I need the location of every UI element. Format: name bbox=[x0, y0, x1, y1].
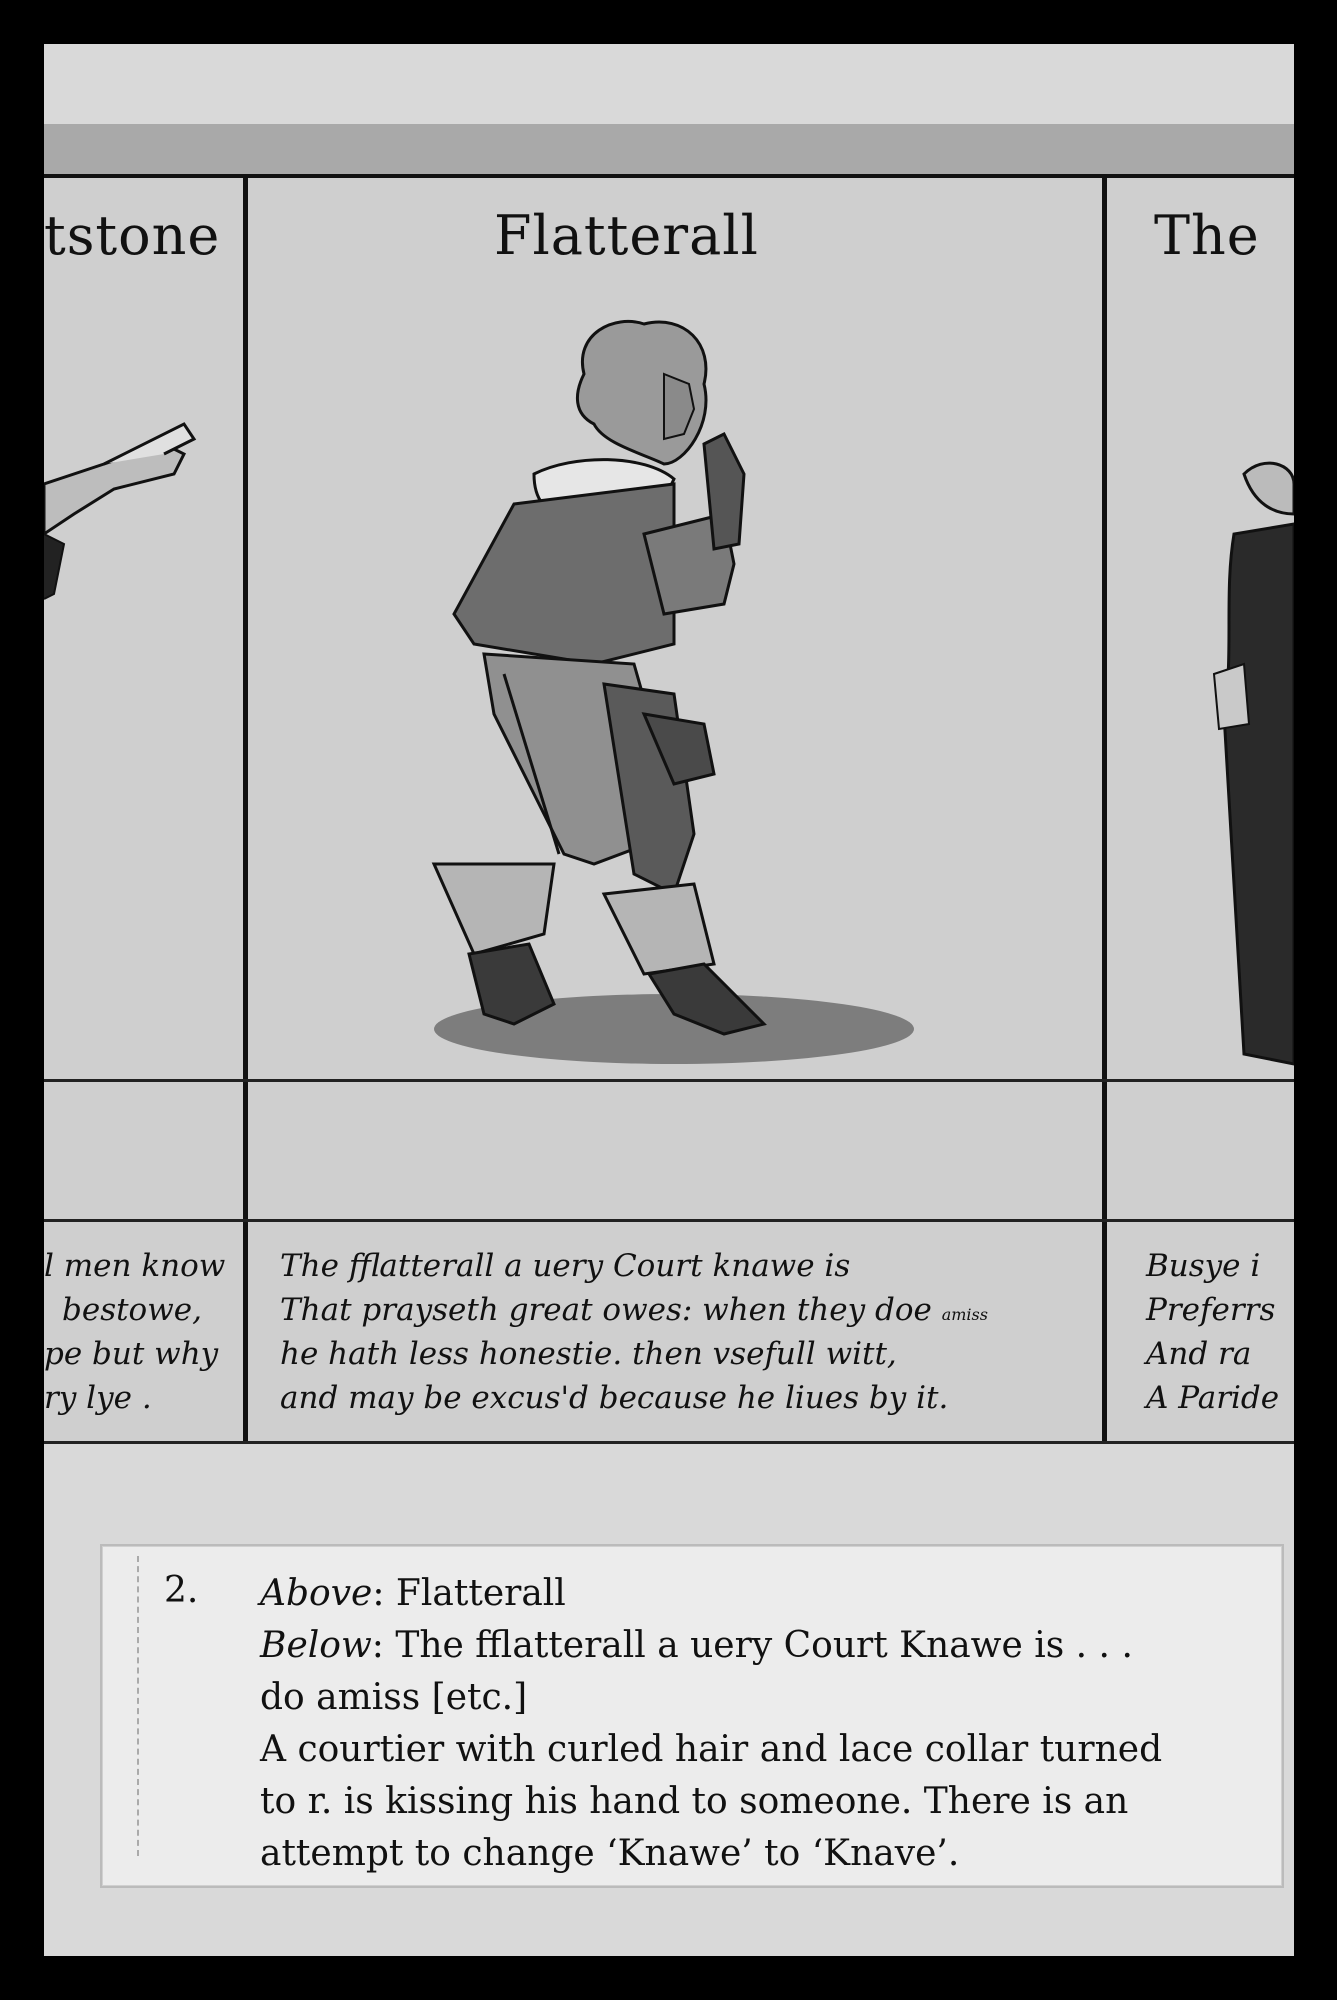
card-margin-line bbox=[137, 1556, 141, 1856]
right-panel-figure-illustration bbox=[1204, 454, 1294, 1094]
above-line: Above: Flatterall bbox=[260, 1573, 566, 1614]
left-panel-title: tstone bbox=[44, 204, 221, 267]
ground-line bbox=[44, 1079, 1294, 1082]
verse-line: The fflatterall a uery Court knawe is bbox=[280, 1248, 851, 1284]
center-panel-verse bbox=[280, 1244, 988, 1420]
description-line: attempt to change ‘Knawe’ to ‘Knave’. bbox=[260, 1833, 960, 1874]
left-panel-verse: l men know bestowe, pe but why ry lye . bbox=[44, 1248, 226, 1416]
right-panel-title: The bbox=[1154, 204, 1260, 267]
slide-frame bbox=[44, 44, 1294, 1956]
engraving-print bbox=[44, 124, 1294, 1444]
below-continuation: do amiss [etc.] bbox=[260, 1677, 528, 1718]
print-top-margin bbox=[44, 124, 1294, 174]
verse-line: he hath less honestie. then vsefull witt, bbox=[280, 1336, 897, 1372]
caption-text bbox=[260, 1568, 1260, 1880]
right-panel-verse: Busye i Preferrs And ra A Paride bbox=[1146, 1248, 1280, 1416]
panel-divider-right bbox=[1102, 174, 1107, 1444]
catalog-number: 2. bbox=[164, 1570, 199, 1611]
left-panel-hand-illustration bbox=[44, 394, 244, 614]
verse-top-rule bbox=[44, 1219, 1294, 1222]
below-line: Below: The fflatterall a uery Court Knawe is . . . bbox=[260, 1625, 1133, 1666]
verse-line: and may be excus'd because he liues by it. bbox=[280, 1380, 949, 1416]
description-line: A courtier with curled hair and lace collar turned bbox=[260, 1729, 1163, 1770]
print-bottom-rule bbox=[44, 1441, 1294, 1444]
catalog-caption-card bbox=[100, 1544, 1284, 1888]
courtier-illustration bbox=[344, 314, 964, 1074]
verse-line: That prayseth great owes: when they doe amiss bbox=[280, 1292, 988, 1328]
panel-divider-left bbox=[243, 174, 248, 1444]
description-line: to r. is kissing his hand to someone. There is an bbox=[260, 1781, 1129, 1822]
center-panel-title: Flatterall bbox=[494, 204, 759, 267]
